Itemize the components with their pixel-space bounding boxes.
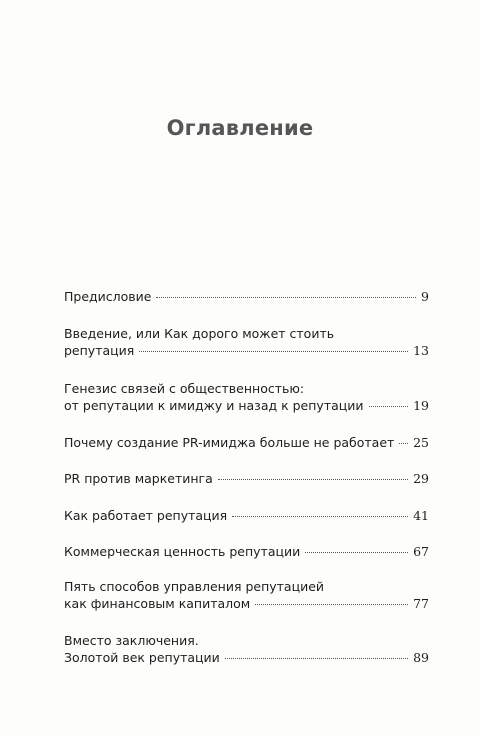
toc-entry-title-line: Генезис связей с общественностью: — [64, 381, 305, 396]
dot-leader — [399, 443, 408, 444]
toc-page-number: 13 — [413, 343, 429, 358]
toc-page-number: 67 — [413, 544, 429, 559]
toc-entry[interactable] — [64, 288, 429, 305]
dot-leader — [369, 406, 409, 407]
dot-leader — [255, 604, 408, 605]
dot-leader — [305, 552, 408, 553]
toc-page-number: 19 — [413, 398, 429, 413]
toc-entry[interactable] — [64, 470, 429, 487]
dot-leader — [139, 351, 408, 352]
toc-entry-title-line: Вместо заключения. — [64, 633, 199, 648]
toc-entry-title: Почему создание PR-имиджа больше не работает — [64, 435, 395, 450]
toc-entry-title-line: Введение, или Как дорого может стоить — [64, 326, 335, 341]
toc-entry-title-line: Пять способов управления репутацией — [64, 579, 325, 594]
page-title: Оглавление — [166, 116, 314, 140]
toc-page-number: 9 — [421, 289, 429, 304]
toc-entry-title: Золотой век репутации — [64, 650, 220, 665]
toc-entry-title: Как работает репутация — [64, 508, 228, 523]
toc-entry[interactable] — [64, 578, 429, 612]
toc-entry[interactable] — [64, 325, 429, 359]
toc-entry[interactable] — [64, 380, 429, 414]
toc-entry-title: репутация — [64, 343, 135, 358]
toc-entry-title: PR против маркетинга — [64, 471, 213, 486]
toc-entry[interactable] — [64, 507, 429, 524]
toc-page-number: 29 — [413, 471, 429, 486]
dot-leader — [218, 479, 408, 480]
toc-page-number: 77 — [413, 596, 429, 611]
dot-leader — [156, 297, 416, 298]
toc-entry[interactable] — [64, 543, 429, 560]
toc-entry-title: Предисловие — [64, 289, 152, 304]
toc-entry[interactable] — [64, 434, 429, 451]
dot-leader — [225, 658, 408, 659]
toc-page-number: 89 — [413, 650, 429, 665]
toc-entry[interactable] — [64, 632, 429, 666]
toc-entry-title: Коммерческая ценность репутации — [64, 544, 301, 559]
toc-entry-title: как финансовым капиталом — [64, 596, 251, 611]
toc-page-number: 41 — [413, 508, 429, 523]
toc-page-number: 25 — [413, 435, 429, 450]
dot-leader — [232, 516, 408, 517]
toc-entry-title: от репутации к имиджу и назад к репутации — [64, 398, 364, 413]
